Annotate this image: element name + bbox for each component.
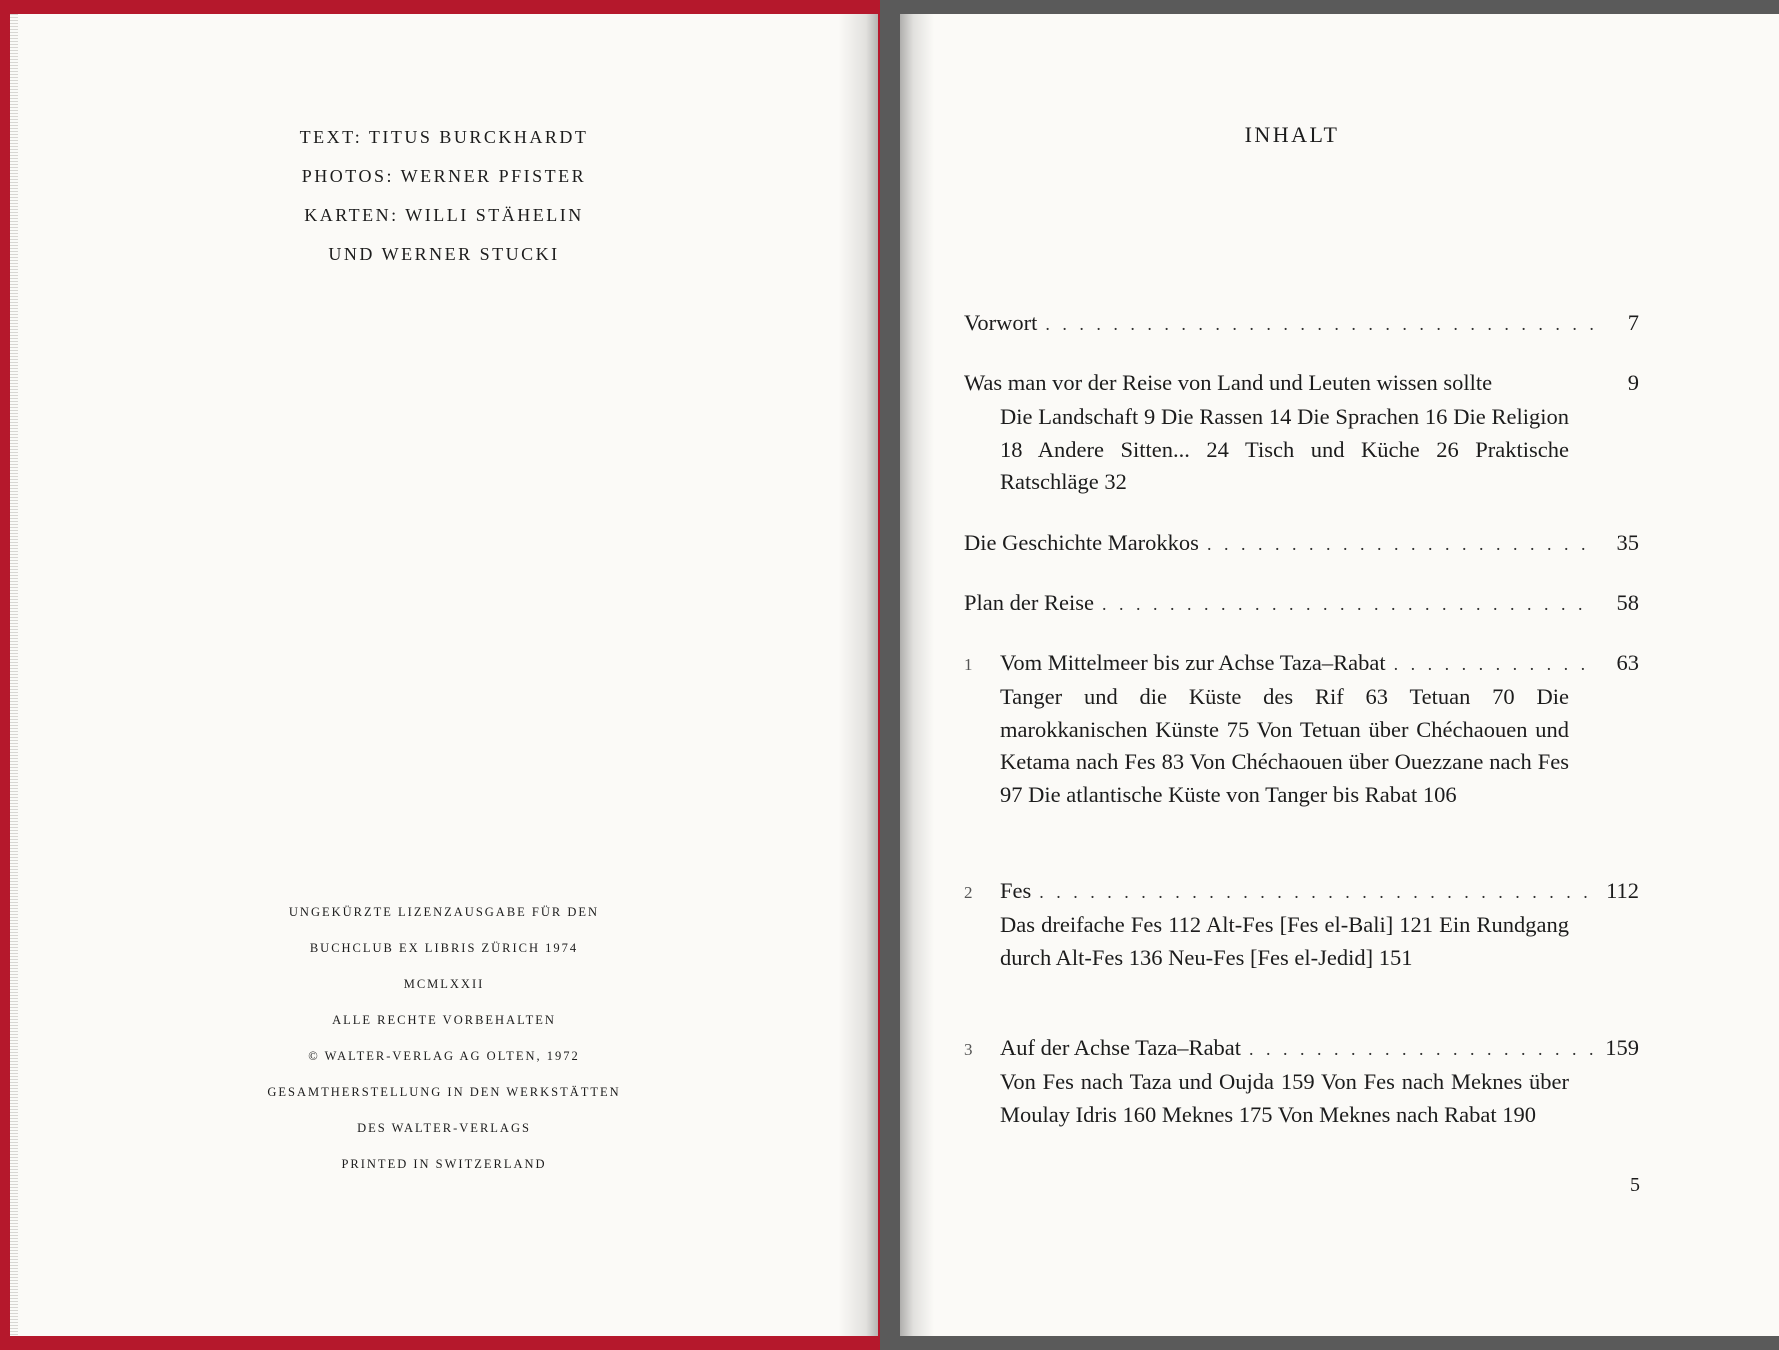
page-number: 5 (1630, 1174, 1640, 1196)
imprint-line: UNGEKÜRZTE LIZENZAUSGABE FÜR DEN (288, 905, 600, 919)
imprint-line: PRINTED IN SWITZERLAND (341, 1157, 547, 1171)
dot-leader (1102, 588, 1593, 621)
chapter-number: 1 (964, 655, 973, 674)
toc-subentries: Das dreifache Fes 112 Alt-Fes [Fes el-Bali] 121 Ein Rundgang durch Alt-Fes 136 Neu-Fes [Fes el-Jedid] 151 (1000, 912, 1569, 970)
imprint-line: MCMLXXII (403, 977, 485, 991)
toc-entry[interactable] (964, 366, 1639, 499)
toc-entry-title: Plan der Reise (964, 590, 1094, 615)
toc-entry-title: Auf der Achse Taza–Rabat (1000, 1035, 1242, 1060)
toc-entry[interactable] (964, 526, 1639, 561)
toc-subentries: Tanger und die Küste des Rif 63 Tetuan 70 Die marokkanischen Künste 75 Von Tetuan über Chéchaouen und Ketama nach Fes 83 Von Chéchaouen über Ouezzane nach Fes 97 Die atlantische Küste von Tanger bis Rabat 106 (1000, 684, 1569, 807)
toc-page-number: 112 (1606, 878, 1639, 903)
imprint-line: GESAMTHERSTELLUNG IN DEN WERKSTÄTTEN (267, 1085, 621, 1099)
dot-leader (1039, 876, 1593, 909)
chapter-number: 3 (964, 1040, 973, 1059)
toc-entry[interactable] (964, 646, 1639, 811)
toc-page-number: 35 (1616, 530, 1639, 555)
toc-page-number: 58 (1616, 590, 1639, 615)
toc-page-number: 7 (1627, 310, 1639, 335)
toc-page-number: 9 (1627, 370, 1639, 395)
imprint-line: BUCHCLUB EX LIBRIS ZÜRICH 1974 (309, 941, 579, 955)
toc-page-number: 159 (1605, 1035, 1639, 1060)
credit-line: TEXT: TITUS BURCKHARDT (299, 127, 589, 147)
credit-line: KARTEN: WILLI STÄHELIN (304, 205, 584, 225)
credits-block (10, 118, 878, 274)
toc-entry-title: Vom Mittelmeer bis zur Achse Taza–Rabat (1000, 650, 1386, 675)
toc-entry-title: Fes (1000, 878, 1032, 903)
dot-leader (1394, 648, 1593, 681)
dot-leader (1207, 528, 1593, 561)
imprint-line: © WALTER-VERLAG AG OLTEN, 1972 (308, 1049, 580, 1063)
toc-entry-title: Die Geschichte Marokkos (964, 530, 1199, 555)
toc-entry-title: Was man vor der Reise von Land und Leuten wissen sollte (964, 370, 1493, 395)
credit-line: UND WERNER STUCKI (328, 244, 560, 264)
toc-entry[interactable] (964, 1031, 1639, 1131)
toc-heading: INHALT (1244, 122, 1340, 147)
toc-entry[interactable] (964, 586, 1639, 621)
toc-subentries: Von Fes nach Taza und Oujda 159 Von Fes nach Meknes über Moulay Idris 160 Meknes 175 Von Meknes nach Rabat 190 (1000, 1069, 1569, 1127)
credit-line: PHOTOS: WERNER PFISTER (301, 166, 587, 186)
toc-subentries: Die Landschaft 9 Die Rassen 14 Die Sprachen 16 Die Religion 18 Andere Sitten... 24 Tisch und Küche 26 Praktische Ratschläge 32 (1000, 404, 1569, 494)
toc-entry[interactable] (964, 306, 1639, 341)
toc-entry-title: Vorwort (964, 310, 1038, 335)
gutter-shadow (900, 14, 934, 1336)
toc-page-number: 63 (1616, 650, 1639, 675)
imprint-line: DES WALTER-VERLAGS (357, 1121, 531, 1135)
right-page (900, 14, 1779, 1336)
dot-leader (1249, 1033, 1593, 1066)
imprint-line: ALLE RECHTE VORBEHALTEN (332, 1013, 556, 1027)
dot-leader (1045, 308, 1593, 341)
imprint-block (10, 894, 878, 1182)
toc-entry[interactable] (964, 874, 1639, 974)
chapter-number: 2 (964, 883, 973, 902)
left-page (10, 14, 878, 1336)
